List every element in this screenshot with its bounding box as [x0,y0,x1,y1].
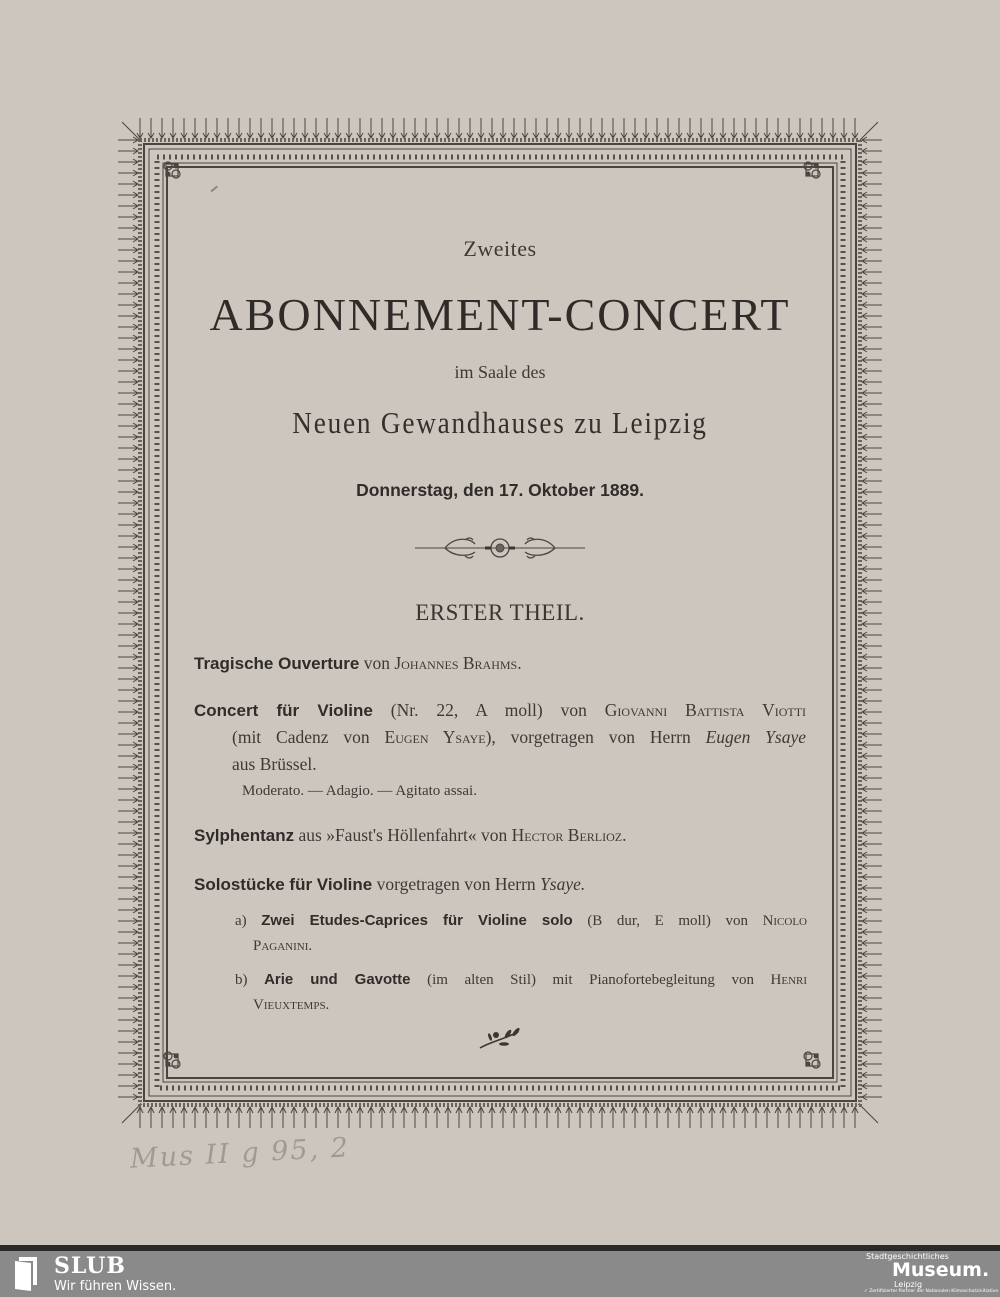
text: von [363,653,390,673]
composer: Hector Berlioz. [511,825,627,845]
work-details: (im alten Stil) mit Pianofortebegleitung von [427,972,754,988]
work-details: vorgetragen von Herrn [376,874,536,894]
text: aus Brüssel. [232,754,317,774]
work-details: (B dur, E moll) von [587,913,748,929]
composer-last: Vieuxtemps. [253,997,330,1013]
text: (mit Cadenz von [232,727,370,747]
text: ), vorgetragen von Herrn [485,727,691,747]
work-details: aus »Faust's Höllenfahrt« von [298,825,508,845]
museum-city: Leipzig [894,1280,923,1289]
work-details: (Nr. 22, A moll) von [390,700,587,720]
program-content [160,160,840,1080]
subtitle-im-saale: im Saale des [454,362,546,382]
performer: Eugen Ysaye [705,727,807,747]
museum-prefix: Stadtgeschichtliches [866,1252,949,1261]
program-item [194,650,806,677]
program-sub-item [235,908,807,959]
floral-sprig-icon [478,1028,522,1050]
work-title: Zwei Etudes-Caprices für Violine solo [261,912,573,929]
composer-first: Henri [770,972,808,988]
museum-logo[interactable]: Museum. [892,1259,990,1281]
item-marker: a) [235,913,247,929]
work-title: Concert für Violine [194,701,373,720]
program-sub-item [235,967,807,1018]
concert-title: ABONNEMENT-CONCERT [209,289,791,340]
program-item [194,871,806,898]
composer-last: Paganini. [253,938,313,954]
composer: Johannes Brahms. [394,653,522,673]
composer-first: Nicolo [762,913,808,929]
slub-book-logo-icon [13,1255,39,1291]
work-title: Arie und Gavotte [264,971,411,988]
movements: Moderato. — Adagio. — Agitato assai. [242,783,477,799]
program-item [194,822,806,849]
flourish-ornament-icon [415,532,585,562]
handwritten-shelfmark: Mus II g 95, 2 [129,1132,351,1175]
slub-wordmark[interactable]: SLUB [54,1253,126,1279]
footer-bar [0,1251,1000,1297]
museum-certification: ✓ Zertifizierter Partner der Nationalen Klimaschutzinitiative [864,1289,999,1294]
venue-name: Neuen Gewandhauses zu Leipzig [292,405,708,440]
slub-tagline: Wir führen Wissen. [54,1279,177,1294]
composer: Giovanni Battista Viotti [604,700,807,720]
subtitle-zweites: Zweites [463,236,537,261]
section-title: ERSTER THEIL. [415,600,585,625]
work-title: Tragische Ouverture [194,654,360,673]
performer: Ysaye. [540,874,586,894]
item-marker: b) [235,972,248,988]
program-item [194,697,806,805]
work-title: Sylphentanz [194,826,295,845]
work-title: Solostücke für Violine [194,875,373,894]
cadenza-author: Eugen Ysaye [384,727,486,747]
concert-date: Donnerstag, den 17. Oktober 1889. [356,480,644,500]
